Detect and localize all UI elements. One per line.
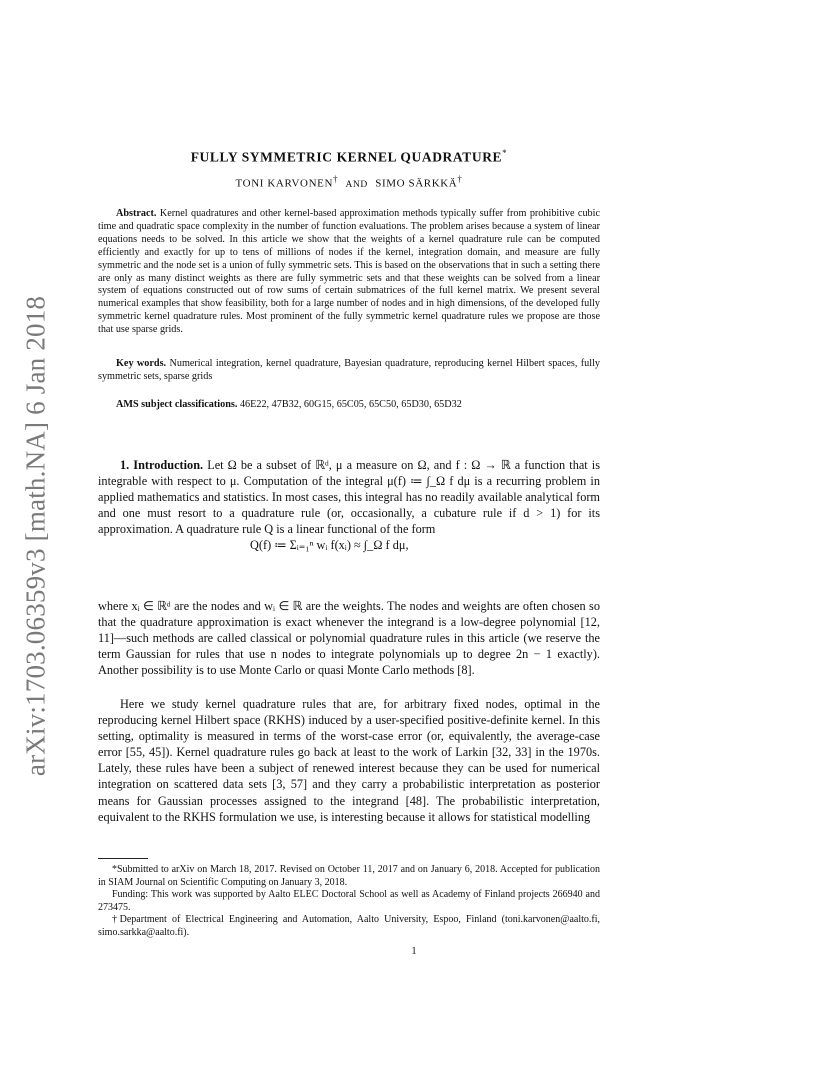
arxiv-identifier[interactable]: arXiv:1703.06359v3 [math.NA] 6 Jan 2018 [20,295,51,777]
ams-classifications [116,399,462,410]
footnote-funding: Funding: This work was supported by Aalto ELEC Doctoral School as well as Academy of Finland projects 266940 and 273475. [98,889,600,913]
section-heading: 1. Introduction. [120,458,204,472]
title-footnote-mark: * [502,148,508,158]
arxiv-sidebar [14,236,58,836]
intro-paragraph-2: where xᵢ ∈ ℝᵈ are the nodes and wᵢ ∈ ℝ are the weights. The nodes and weights are often chosen so that the quadrature approximation is exact whenever the integrand is a low-degree polynomial [12, 11]—such methods are called classical or polynomial quadrature rules in this article (we reserve the term Gaussian for rules that use n nodes to integrate polynomials up to degree 2n − 1 exactly). Another possibility is to use Monte Carlo or quasi Monte Carlo methods [8]. [98,599,600,678]
footnote-affiliation[interactable]: †Department of Electrical Engineering and Automation, Aalto University, Espoo, Finland (toni.karvonen@aalto.fi, simo.sarkka@aalto.fi). [98,914,600,938]
keywords-label: Key words. [116,358,167,369]
author-2: SIMO SÄRKKÄ [375,177,458,190]
title-text: FULLY SYMMETRIC KERNEL QUADRATURE [190,149,503,165]
abstract-label: Abstract. [116,208,157,219]
author-1: TONI KARVONEN [235,177,334,190]
intro-paragraph-3: Here we study kernel quadrature rules that are, for arbitrary fixed nodes, optimal in the reproducing kernel Hilbert space (RKHS) induced by a user-specified positive-definite kernel. In this setting, optimality is measured in terms of the worst-case error (or, equivalently, the average-case error [55, 45]). Kernel quadrature rules go back at least to the work of Larkin [32, 33] in the 1970s. Lately, these rules have been a subject of renewed interest because they can be used for numerical integration on scattered data sets [3, 57] and they carry a probabilistic interpretation as posterior means for Gaussian processes assigned to the integrand [48]. The probabilistic interpretation, equivalent to the RKHS formulation we use, is interesting because it allows for statistical modelling [98,697,600,824]
intro-p1-text: Let Ω be a subset of ℝᵈ, μ a measure on Ω, and f : Ω → ℝ a function that is integrable with respect to μ. Computation of the integral μ(f) ≔ ∫_Ω f dμ is a recurring problem in applied mathematics and statistics. In most cases, this integral has no readily available analytical form and one must resort to a quadrature rule (or, occasionally, a cubature rule if d > 1) for its approximation. A quadrature rule Q is a linear functional of the form [98,458,600,537]
keywords [98,358,600,384]
quadrature-equation: Q(f) ≔ Σᵢ₌₁ⁿ wᵢ f(xᵢ) ≈ ∫_Ω f dμ, [250,538,409,552]
footnote-rule [98,858,148,859]
abstract [98,208,600,337]
ams-label: AMS subject classifications. [116,399,238,410]
abstract-text: Kernel quadratures and other kernel-based approximation methods typically suffer from prohibitive cubic time and quadratic space complexity in the number of function evaluations. The problem arises because a system of linear equations needs to be solved. In this article we show that the weights of a kernel quadrature rule can be computed efficiently and exactly for up to tens of millions of nodes if the kernel, integration domain, and measure are fully symmetric and the node set is a union of fully symmetric sets. This is based on the observations that in such a setting there are only as many distinct weights as there are fully symmetric sets and that these weights can be solved from a linear system of equations constructed out of row sums of certain submatrices of the full kernel matrix. We present several numerical examples that show feasibility, both for a large number of nodes and in high dimensions, of the developed fully symmetric kernel quadrature rules. Most prominent of the fully symmetric kernel quadrature rules we propose are those that use sparse grids. [98,208,600,336]
author-line [98,174,600,190]
paper-title [98,148,600,166]
author-1-mark: † [333,174,339,184]
keywords-text: Numerical integration, kernel quadrature, Bayesian quadrature, reproducing kernel Hilbert spaces, fully symmetric sets, sparse grids [98,358,601,382]
author-2-mark: † [457,174,463,184]
author-and: AND [345,179,368,190]
page-number: 1 [411,946,417,957]
intro-paragraph-1 [98,457,600,537]
footnote-submission: *Submitted to arXiv on March 18, 2017. Revised on October 11, 2017 and on January 6, 2018. Accepted for publication in SIAM Journal on Scientific Computing on January 3, 2018. [98,864,600,888]
ams-codes: 46E22, 47B32, 60G15, 65C05, 65C50, 65D30, 65D32 [239,399,462,410]
